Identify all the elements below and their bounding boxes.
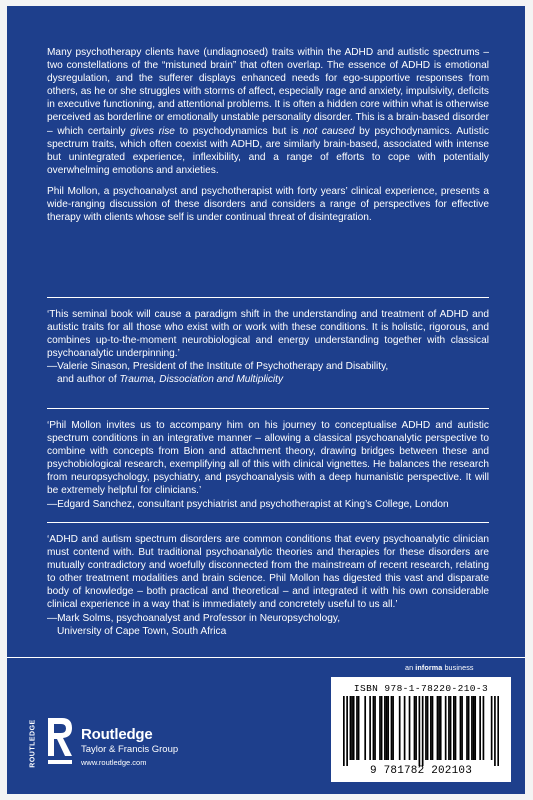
endorsement-attribution: —Edgard Sanchez, consultant psychiatrist and psychotherapist at King’s College, London	[47, 498, 449, 510]
barcode-bar	[353, 696, 355, 760]
section-divider	[47, 522, 489, 523]
barcode-bar	[343, 696, 345, 766]
barcode-bar	[427, 696, 429, 760]
barcode-bar	[445, 696, 447, 760]
barcode-bar	[448, 696, 450, 760]
barcode-bar	[473, 696, 475, 760]
barcode-bar	[461, 696, 463, 760]
barcode-bar	[438, 696, 440, 760]
book-description	[47, 46, 489, 232]
barcode-bar	[386, 696, 388, 760]
barcode-digits: 9 781782 202103	[369, 765, 473, 777]
barcode-bar	[466, 696, 468, 760]
barcode-bar	[479, 696, 481, 760]
barcode-bar	[450, 696, 452, 760]
barcode-bar	[346, 696, 348, 766]
barcode-bar	[373, 696, 375, 760]
barcode-bar	[483, 696, 485, 760]
barcode-bar	[369, 696, 371, 760]
publisher-url[interactable]: www.routledge.com	[81, 758, 147, 767]
barcode-bar	[474, 696, 476, 760]
barcode-bar	[432, 696, 434, 760]
section-divider	[47, 297, 489, 298]
endorsement-solms	[47, 533, 489, 638]
barcode-bar	[350, 696, 352, 760]
barcode-bar	[471, 696, 473, 760]
barcode-bar	[358, 696, 360, 760]
publisher-vertical-wordmark: ROUTLEDGE	[29, 719, 37, 768]
footer-divider	[7, 657, 525, 658]
routledge-r-logo-icon	[45, 716, 75, 774]
barcode-bar	[455, 696, 457, 760]
barcode-bar	[384, 696, 386, 760]
barcode-bar	[497, 696, 499, 766]
barcode-bar	[409, 696, 411, 760]
barcode-bars	[343, 696, 499, 766]
informa-logo-text: informa	[415, 663, 443, 672]
description-paragraph-1: Many psychotherapy clients have (undiagnosed) traits within the ADHD and autistic spectrums – two constellations of the “mistuned brain” that often overlap. The essence of ADHD is emotional dysregulation, and the sufferer displays enhanced needs for ego-supportive responses from others, as he or she struggles with storms of affect, especially rage and anxiety, impulsivity, deficits in executive functioning, and attentional problems. It is often a hidden core within what is otherwise perceived as borderline or emotionally unstable personality disorder. This is a brain-based disorder – which certainly gives rise to psychodynamics but is not caused by psychodynamics. Autistic spectrum traits, which often coexist with ADHD, are similarly brain-based, associated with intense but unintegrated experience, inflexibility, and a range of efforts to cope with potentially overwhelming emotions and anxieties.	[47, 47, 489, 176]
barcode-bar	[399, 696, 401, 760]
barcode-bar	[422, 696, 424, 766]
endorsement-attribution: —Mark Solms, psychoanalyst and Professor in Neuropsychology,	[47, 612, 341, 624]
barcode-bar	[374, 696, 376, 760]
barcode-bar	[364, 696, 366, 760]
barcode-bar	[379, 696, 381, 760]
endorsement-attribution: —Valerie Sinason, President of the Institute of Psychotherapy and Disability,	[47, 361, 389, 373]
barcode-bar	[468, 696, 470, 760]
isbn-barcode	[331, 677, 511, 782]
endorsement-attribution-line2: University of Cape Town, South Africa	[57, 625, 227, 637]
barcode-bar	[392, 696, 394, 760]
barcode-bar	[415, 696, 417, 760]
barcode-bar	[425, 696, 427, 760]
barcode-bar	[381, 696, 383, 760]
barcode-bar	[414, 696, 416, 760]
publisher-group: Taylor & Francis Group	[81, 744, 179, 755]
barcode-bar	[437, 696, 439, 760]
barcode-bar	[453, 696, 455, 760]
publisher-name: Routledge	[81, 726, 153, 743]
barcode-bar	[491, 696, 493, 760]
book-title-reference: Trauma, Dissociation and Multiplicity	[119, 374, 284, 386]
informa-business-tagline: an informa business	[405, 663, 474, 672]
isbn-number: ISBN 978-1-78220-210-3	[353, 683, 489, 694]
section-divider	[47, 408, 489, 409]
endorsement-quote: ‘ADHD and autism spectrum disorders are common conditions that every psychoanalytic clinician must contend with. But traditional psychoanalytic theories and therapies for these disorders are mutually contradictory and woefully disconnected from the mainstream of recent research, relating to other treatment modalities and brain science. Phil Mollon has digested this vast and disparate body of knowledge – both practical and theoretical – and integrated it with his own considerable clinical experience in a way that is immediately and concretely useful to us all.’	[47, 534, 489, 611]
barcode-bar	[419, 696, 421, 766]
barcode-bar	[351, 696, 353, 760]
description-paragraph-2: Phil Mollon, a psychoanalyst and psychotherapist with forty years’ clinical experience, presents a wide-ranging discussion of these disorders and considers a range of perspectives for effective therapy with clients whose self is under continual threat of disintegration.	[47, 185, 489, 224]
barcode-bar	[494, 696, 496, 766]
back-cover	[7, 6, 525, 794]
endorsement-attribution-line2: and author of Trauma, Dissociation and Multiplicity	[57, 374, 284, 386]
barcode-bar	[391, 696, 393, 760]
endorsement-quote: ‘Phil Mollon invites us to accompany him on his journey to conceptualise ADHD and autistic spectrum conditions in an integrative manner – allowing a classical psychoanalytic perspective to combine with concepts from Bion and attachment theory, drawing bridges between these and psychobiological research, exemplifying all of this with clinical vignettes. He balances the research from neuropsychology, psychiatry, and psychoanalysis with a deep humanistic perspective. It will be extremely helpful for clinicians.’	[47, 420, 489, 497]
endorsement-quote: ‘This seminal book will cause a paradigm shift in the understanding and treatment of ADHD and autistic traits for all those who exist with or work with these conditions. It is holistic, rigorous, and combines up-to-the-moment neurobiological and energy understanding together with classical psychoanalytic underpinning.’	[47, 309, 489, 360]
barcode-bar	[404, 696, 406, 760]
barcode-bar	[430, 696, 432, 760]
barcode-bar	[387, 696, 389, 760]
barcode-bar	[440, 696, 442, 760]
publisher-logo	[27, 716, 227, 776]
barcode-bar	[356, 696, 358, 760]
barcode-bar	[460, 696, 462, 760]
endorsement-sanchez	[47, 419, 489, 511]
endorsement-sinason	[47, 308, 489, 387]
